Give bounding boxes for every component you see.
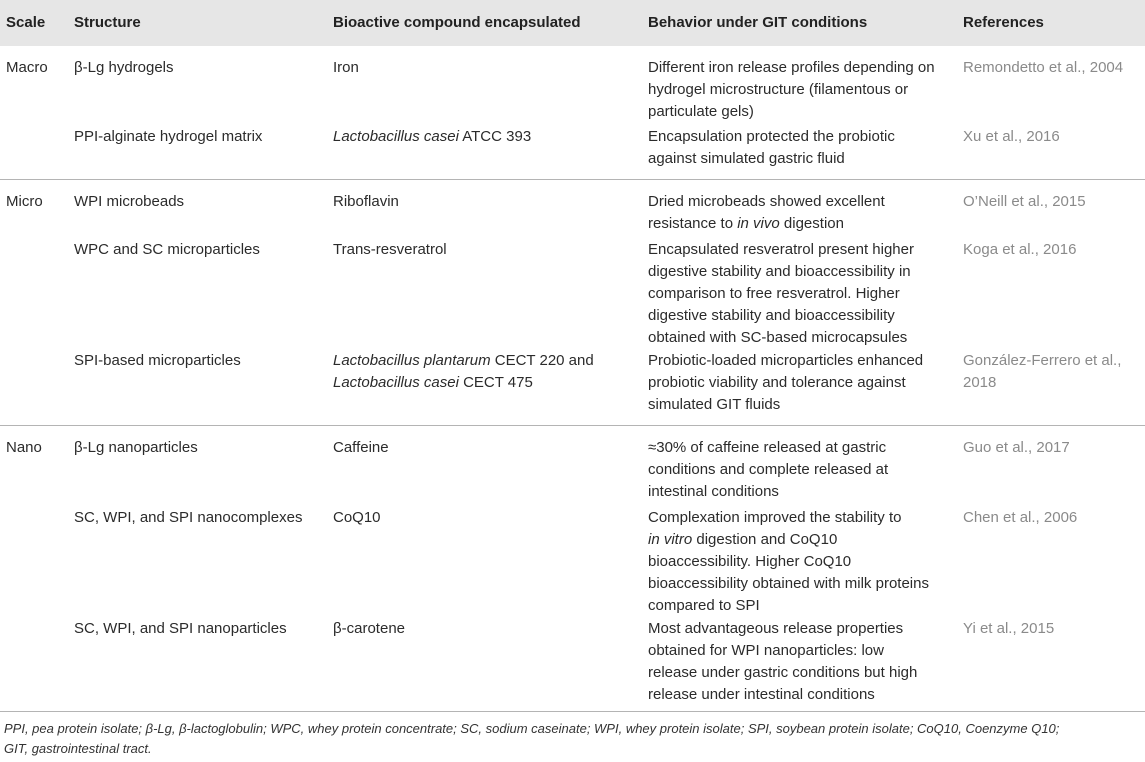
- cell-compound: CoQ10: [333, 509, 381, 526]
- table-bottom-rule: [0, 711, 1145, 712]
- behavior-line: digestive stability and bioaccessibility: [648, 307, 895, 324]
- behavior-line: Encapsulation protected the probiotic: [648, 128, 895, 145]
- cell-behavior: [648, 437, 888, 503]
- cell-scale-macro: Macro: [6, 59, 48, 76]
- behavior-line: Probiotic-loaded microparticles enhanced: [648, 352, 924, 369]
- cell-reference: González-Ferrero et al., 2018: [963, 352, 1122, 391]
- cell-reference: Xu et al., 2016: [963, 128, 1060, 145]
- cell-structure: β-Lg nanoparticles: [74, 439, 198, 456]
- behavior-line: conditions and complete released at: [648, 461, 889, 478]
- cell-scale-micro: Micro: [6, 193, 43, 210]
- behavior-line: hydrogel microstructure (filamentous or: [648, 81, 909, 98]
- behavior-line: digestive stability and bioaccessibility in: [648, 263, 911, 280]
- cell-behavior: [648, 618, 917, 706]
- behavior-line: Complexation improved the stability to: [648, 509, 902, 526]
- behavior-line: Most advantageous release properties: [648, 620, 904, 637]
- cell-reference: Remondetto et al., 2004: [963, 59, 1124, 76]
- behavior-line: ≈30% of caffeine released at gastric: [648, 439, 887, 456]
- footnote-line: GIT, gastrointestinal tract.: [4, 741, 152, 756]
- cell-structure: PPI-alginate hydrogel matrix: [74, 128, 263, 145]
- behavior-line: compared to SPI: [648, 597, 760, 614]
- behavior-line: resistance to in vivo digestion: [648, 215, 844, 232]
- behavior-line: release under gastric conditions but high: [648, 664, 918, 681]
- footnote-line: PPI, pea protein isolate; β-Lg, β-lactoglobulin; WPC, whey protein concentrate; SC, sodium caseinate; WPI, whey protein isolate; SPI, soybean protein isolate; CoQ10, Coenzyme Q10;: [4, 721, 1060, 736]
- cell-structure: β-Lg hydrogels: [74, 59, 174, 76]
- cell-compound: Riboflavin: [333, 193, 399, 210]
- behavior-line: intestinal conditions: [648, 483, 779, 500]
- behavior-line: bioaccessibility. Higher CoQ10: [648, 553, 852, 570]
- behavior-line: probiotic viability and tolerance against: [648, 374, 906, 391]
- cell-scale-nano: Nano: [6, 439, 42, 456]
- cell-compound: Iron: [333, 59, 359, 76]
- compound-line: Lactobacillus plantarum CECT 220 and: [333, 352, 594, 369]
- table-footnote: [4, 719, 1139, 759]
- cell-compound: [333, 126, 531, 148]
- strain-code: ATCC 393: [458, 128, 532, 145]
- compound-line: Lactobacillus casei CECT 475: [333, 374, 533, 391]
- cell-structure: WPC and SC microparticles: [74, 241, 260, 258]
- header-references: References: [963, 14, 1044, 31]
- cell-compound: β-carotene: [333, 620, 405, 637]
- cell-reference: O’Neill et al., 2015: [963, 193, 1086, 210]
- behavior-line: Different iron release profiles depending on: [648, 59, 935, 76]
- cell-behavior: [648, 350, 923, 416]
- behavior-line: comparison to free resveratrol. Higher: [648, 285, 900, 302]
- group-divider: [0, 425, 1145, 426]
- group-divider: [0, 179, 1145, 180]
- cell-reference: Guo et al., 2017: [963, 439, 1070, 456]
- cell-structure: SC, WPI, and SPI nanocomplexes: [74, 509, 303, 526]
- behavior-line: Encapsulated resveratrol present higher: [648, 241, 914, 258]
- cell-compound: Caffeine: [333, 439, 389, 456]
- behavior-line: obtained with SC-based microcapsules: [648, 329, 908, 346]
- cell-behavior: [648, 191, 885, 235]
- cell-structure: SPI-based microparticles: [74, 352, 241, 369]
- header-structure: Structure: [74, 14, 141, 31]
- behavior-line: against simulated gastric fluid: [648, 150, 845, 167]
- cell-compound: [333, 350, 594, 394]
- header-compound: Bioactive compound encapsulated: [333, 14, 581, 31]
- cell-behavior: [648, 507, 929, 617]
- cell-behavior: [648, 126, 895, 170]
- cell-structure: SC, WPI, and SPI nanoparticles: [74, 620, 287, 637]
- cell-structure: WPI microbeads: [74, 193, 185, 210]
- behavior-line: in vitro digestion and CoQ10: [648, 531, 838, 548]
- header-behavior: Behavior under GIT conditions: [648, 14, 868, 31]
- behavior-line: release under intestinal conditions: [648, 686, 875, 703]
- behavior-line: bioaccessibility obtained with milk proteins: [648, 575, 929, 592]
- cell-behavior: [648, 57, 935, 123]
- cell-reference: Chen et al., 2006: [963, 509, 1078, 526]
- cell-reference: Koga et al., 2016: [963, 241, 1077, 258]
- cell-behavior: [648, 239, 914, 349]
- behavior-line: Dried microbeads showed excellent: [648, 193, 885, 210]
- cell-compound: Trans-resveratrol: [333, 241, 447, 258]
- header-scale: Scale: [6, 14, 46, 31]
- behavior-line: particulate gels): [648, 103, 754, 120]
- species-name: Lactobacillus casei: [333, 128, 459, 145]
- behavior-line: simulated GIT fluids: [648, 396, 781, 413]
- behavior-line: obtained for WPI nanoparticles: low: [648, 642, 884, 659]
- cell-reference: Yi et al., 2015: [963, 620, 1055, 637]
